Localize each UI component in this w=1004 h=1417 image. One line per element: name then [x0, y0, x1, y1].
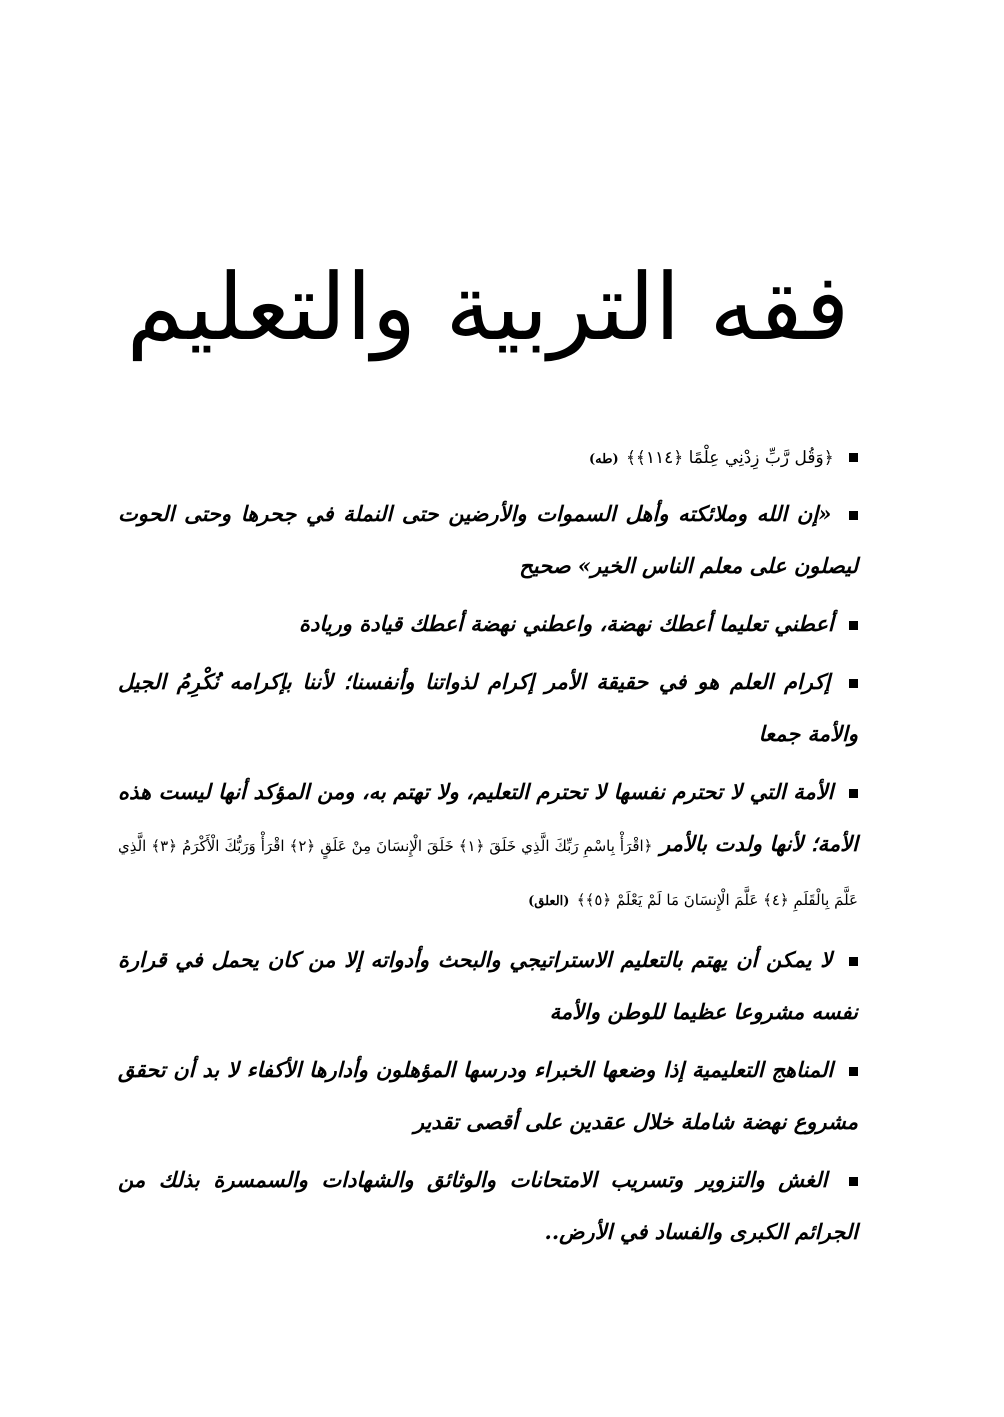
list-item	[118, 436, 858, 480]
bullet-square-icon	[849, 511, 858, 520]
bullet-square-icon	[849, 621, 858, 630]
page	[118, 0, 858, 1417]
quran-verse: ﴿اقْرَأْ بِاسْمِ رَبِّكَ الَّذِي خَلَقَ ﴿١﴾ خَلَقَ الْإِنسَانَ مِنْ عَلَقٍ ﴿٢﴾ اقْرَأْ وَرَبُّكَ الْأَكْرَمُ ﴿٣﴾ الَّذِي عَلَّمَ بِالْقَلَمِ ﴿٤﴾ عَلَّمَ الْإِنسَانَ مَا لَمْ يَعْلَمْ ﴿٥﴾﴾	[118, 837, 858, 909]
item-text: الغش والتزوير وتسريب الامتحانات والوثائق والشهادات والسمسرة بذلك من الجرائم الكبرى والفساد في الأرض..	[118, 1167, 858, 1244]
content	[118, 436, 858, 1264]
quran-verse: ﴿وَقُل رَّبِّ زِدْنِي عِلْمًا ﴿١١٤﴾﴾	[625, 448, 834, 468]
surah-reference: (طه)	[589, 452, 619, 467]
list-item	[118, 1044, 858, 1148]
surah-reference: (العلق)	[528, 894, 570, 909]
bullet-square-icon	[849, 1177, 858, 1186]
item-text: أعطني تعليما أعطك نهضة، واعطني نهضة أعطك قيادة وريادة	[299, 611, 834, 636]
item-text: «إن الله وملائكته وأهل السموات والأرضين حتى النملة في جحرها وحتى الحوت ليصلون على معلم الناس الخير» صحيح	[118, 501, 858, 578]
list-item	[118, 766, 858, 928]
item-text: لا يمكن أن يهتم بالتعليم الاستراتيجي والبحث وأدواته إلا من كان يحمل في قرارة نفسه مشروعا عظيما للوطن والأمة	[118, 947, 858, 1024]
item-text: إكرام العلم هو في حقيقة الأمر إكرام لذواتنا وأنفسنا؛ لأننا بإكرامه نُكْرِمُ الجيل والأمة جمعا	[118, 669, 858, 746]
list-item	[118, 1154, 858, 1258]
list-item	[118, 656, 858, 760]
list-item	[118, 488, 858, 592]
bullet-square-icon	[849, 453, 858, 462]
item-text: الأمة التي لا تحترم نفسها لا تحترم التعليم، ولا تهتم به، ومن المؤكد أنها ليست هذه الأمة؛ لأنها ولدت بالأمر	[118, 779, 858, 856]
item-text: المناهج التعليمية إذا وضعها الخبراء ودرسها المؤهلون وأدارها الأكفاء لا بد أن تحقق مشروع نهضة شاملة خلال عقدين على أقصى تقدير	[118, 1057, 858, 1134]
list-item	[118, 598, 858, 650]
bullet-square-icon	[849, 957, 858, 966]
page-title: فقه التربية والتعليم	[126, 254, 850, 361]
bullet-square-icon	[849, 789, 858, 798]
bullet-square-icon	[849, 1067, 858, 1076]
list-item	[118, 934, 858, 1038]
bullet-square-icon	[849, 679, 858, 688]
